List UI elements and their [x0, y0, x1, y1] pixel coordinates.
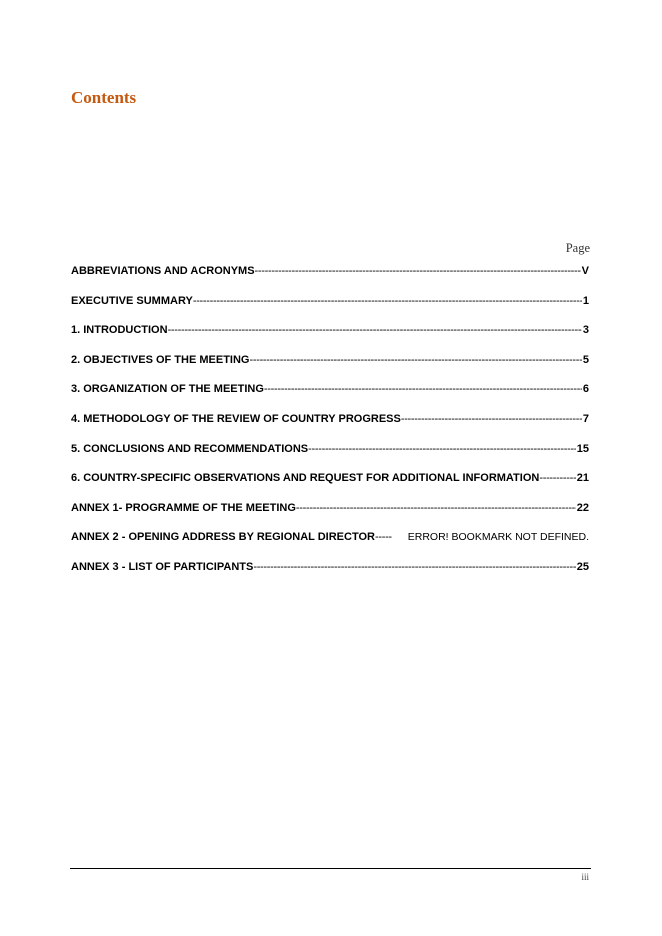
- toc-entry[interactable]: [71, 528, 589, 558]
- toc-entry-page: 22: [576, 501, 589, 514]
- page-title: Contents: [71, 88, 137, 107]
- toc-entry-title: EXECUTIVE SUMMARY: [71, 294, 193, 307]
- toc-entry-title: 6. COUNTRY-SPECIFIC OBSERVATIONS AND REQUEST FOR ADDITIONAL INFORMATION: [71, 472, 540, 485]
- toc-leader: [375, 528, 392, 546]
- toc-leader: [168, 321, 582, 339]
- toc-entry-page: 5: [582, 353, 589, 366]
- toc-entry-title: 3. ORGANIZATION OF THE MEETING: [71, 383, 264, 396]
- toc-entry-title: ABBREVIATIONS AND ACRONYMS: [71, 265, 255, 277]
- toc-entry[interactable]: [71, 558, 589, 588]
- toc-entry[interactable]: [71, 262, 589, 292]
- toc-leader: [264, 380, 582, 398]
- toc-entry-title: ANNEX 2 - OPENING ADDRESS BY REGIONAL DIRECTOR: [71, 531, 375, 544]
- toc-entry-page: 3: [582, 324, 589, 337]
- toc-entry[interactable]: [71, 440, 589, 470]
- toc-entry[interactable]: [71, 321, 589, 351]
- table-of-contents: [71, 262, 589, 588]
- page-column-label: Page: [565, 241, 590, 255]
- toc-leader: [308, 440, 576, 458]
- toc-entry[interactable]: [71, 469, 589, 499]
- toc-entry-title: 2. OBJECTIVES OF THE MEETING: [71, 353, 250, 366]
- toc-entry-title: 4. METHODOLOGY OF THE REVIEW OF COUNTRY PROGRESS: [71, 412, 401, 425]
- toc-entry[interactable]: [71, 292, 589, 322]
- toc-leader: [253, 558, 575, 576]
- toc-entry-page: 25: [576, 560, 589, 573]
- toc-entry-page: 21: [576, 472, 589, 485]
- toc-leader: [296, 499, 576, 517]
- toc-entry-title: 5. CONCLUSIONS AND RECOMMENDATIONS: [71, 442, 309, 455]
- toc-leader: [249, 351, 581, 369]
- toc-entry-page: 6: [582, 383, 589, 396]
- toc-leader: [539, 469, 575, 487]
- toc-entry[interactable]: [71, 351, 589, 381]
- toc-leader: [193, 292, 582, 310]
- toc-entry-page: V: [581, 265, 589, 277]
- toc-entry-page: 15: [576, 442, 589, 455]
- toc-entry-title: 1. INTRODUCTION: [71, 324, 168, 337]
- toc-leader: [401, 410, 582, 428]
- toc-leader: [255, 262, 581, 280]
- toc-entry[interactable]: [71, 499, 589, 529]
- toc-entry-title: ANNEX 1- PROGRAMME OF THE MEETING: [71, 501, 296, 514]
- toc-entry[interactable]: [71, 380, 589, 410]
- footer-page-number: iii: [581, 872, 589, 882]
- toc-entry-error-text: ERROR! BOOKMARK NOT DEFINED.: [407, 531, 589, 544]
- toc-entry-title: ANNEX 3 - LIST OF PARTICIPANTS: [71, 560, 254, 573]
- toc-entry[interactable]: [71, 410, 589, 440]
- footer-divider: [70, 868, 591, 869]
- toc-entry-page: 7: [582, 412, 589, 425]
- toc-entry-page: 1: [582, 294, 589, 307]
